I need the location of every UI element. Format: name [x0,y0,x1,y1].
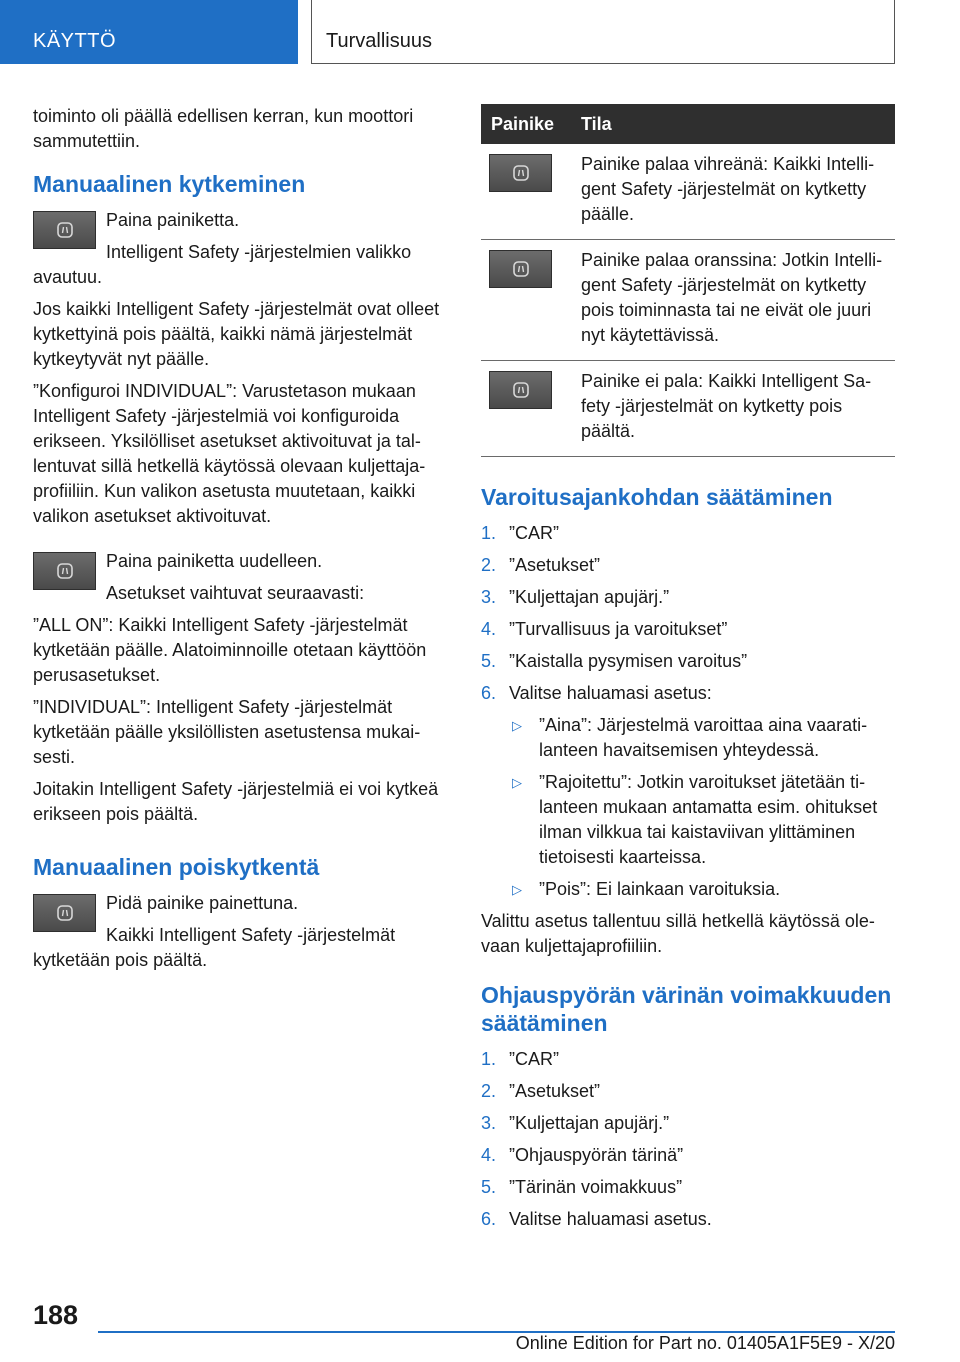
warning-timing-heading: Varoitusajankohdan säätäminen [481,484,833,510]
step-text: Valitse haluamasi asetus: [509,683,712,703]
step-text: ”Kaistalla pysymisen varoitus” [509,651,748,671]
right-column [481,104,895,1239]
table-header-state: Tila [571,104,895,144]
step-text: ”Tärinän voimakkuus” [509,1177,683,1197]
step-text: ”Asetukset” [509,1081,601,1101]
manual-on-step1-result: Intelligent Safety -järjestelmien valikko avautuu. [33,242,412,287]
option-text: ”Pois”: Ei lainkaan varoituksia. [539,879,781,899]
intro-text: toiminto oli päällä edellisen kerran, kun moottori sammutettiin. [33,106,414,151]
triangle-bullet-icon: ▷ [512,775,522,790]
warning-timing-steps [481,521,895,706]
page-number: 188 [33,1300,79,1330]
list-item [481,1207,895,1232]
list-item [481,681,895,706]
intelligent-safety-button-icon [489,250,552,288]
manual-on-step1 [33,208,447,297]
table-cell-state: Painike palaa vihreänä: Kaikki Intelligent Safety -järjestelmät on kytketty päälle. [571,144,895,240]
warning-timing-note: Valittu asetus tallentuu sillä hetkellä käytössä olevaan kuljettajaprofiiliin. [481,911,875,956]
table-row [481,361,895,457]
header-section-tab: KÄYTTÖ [0,0,298,64]
step-number: 4. [481,1145,497,1165]
step-number: 5. [481,651,497,671]
left-column [33,104,447,980]
step-number: 3. [481,587,497,607]
manual-on-heading: Manuaalinen kytkeminen [33,171,306,197]
triangle-bullet-icon: ▷ [512,718,522,733]
list-item [481,1111,895,1136]
manual-off-heading: Manuaalinen poiskytkentä [33,854,320,880]
step-text: ”Kuljettajan apujärj.” [509,587,670,607]
manual-off-step1 [33,891,447,980]
individual-paragraph: ”INDIVIDUAL”: Intelligent Safety -järjestelmät kytketään päälle yksilöllisten asetustensa mukaisesti. [33,697,421,767]
button-state-table [481,104,895,457]
footer-edition: Online Edition for Part no. 01405A1F5E9 - X/20 [515,1333,895,1353]
step-number: 1. [481,1049,497,1069]
table-cell-icon [481,361,571,457]
table-row [481,144,895,240]
manual-off-step1-result: Kaikki Intelligent Safety -järjestelmät kytketään pois päältä. [33,925,396,970]
table-row [481,240,895,361]
option-text: ”Rajoitettu”: Jotkin varoitukset jätetään tilanteen mukaan antamatta esim. ohitukset ilman vilkkua tai kaistaviivan ylittäminen tietoisesti kaarteissa. [539,772,878,867]
list-item [509,713,895,763]
step-number: 6. [481,683,497,703]
warning-timing-options [481,713,895,902]
step-text: ”CAR” [509,1049,559,1069]
step-text: ”Ohjauspyörän tärinä” [509,1145,684,1165]
manual-on-step2-result: Asetukset vaihtuvat seuraavasti: [106,583,365,603]
table-cell-icon [481,240,571,361]
step-number: 6. [481,1209,497,1229]
step-text: ”Kuljettajan apujärj.” [509,1113,670,1133]
all-on-paragraph: ”ALL ON”: Kaikki Intelligent Safety -järjestelmät kytketään päälle. Alatoiminnoille otetaan käyttöön perusasetukset. [33,615,427,685]
manual-on-step2 [33,549,447,613]
intelligent-safety-button-icon [33,894,96,932]
list-item [481,521,895,546]
list-item [481,1143,895,1168]
intelligent-safety-button-icon [489,154,552,192]
step-number: 2. [481,1081,497,1101]
option-text: ”Aina”: Järjestelmä varoittaa aina vaaratilanteen havaitsemisen yhteydessä. [539,715,868,760]
step-number: 4. [481,619,497,639]
step-text: ”Turvallisuus ja varoitukset” [509,619,728,639]
list-item [481,1175,895,1200]
header-chapter-tab: Turvallisuus [311,0,895,64]
table-header-button: Painike [481,104,571,144]
list-item [481,553,895,578]
intelligent-safety-button-icon [33,552,96,590]
step-number: 5. [481,1177,497,1197]
manual-on-paragraph-2: ”Konfiguroi INDIVIDUAL”: Varustetason mukaan Intelligent Safety -järjestelmiä voi konfiguroida erikseen. Yksilölliset asetukset aktivoituvat ja tallentuvat sillä hetkellä käytössä olevaan kuljettajaprofiiliin. Kun valikon asetusta muutetaan, kaikki valikon asetukset aktivoituvat. [33,381,426,526]
list-item [509,770,895,870]
manual-on-step2-text: Paina painiketta uudelleen. [106,551,323,571]
list-item [481,585,895,610]
list-item [481,1047,895,1072]
step-text: ”Asetukset” [509,555,601,575]
list-item [481,649,895,674]
table-cell-icon [481,144,571,240]
step-text: ”CAR” [509,523,559,543]
table-cell-state: Painike palaa oranssina: Jotkin Intelligent Safety -järjestelmät on kytketty pois toiminnasta tai ne eivät ole juuri nyt käytettävissä. [571,240,895,361]
manual-on-paragraph-1: Jos kaikki Intelligent Safety -järjestelmät ovat olleet kytkettyinä pois päältä, kaikki nämä järjestelmät kytkeytyvät nyt päälle. [33,299,440,369]
list-item [481,1079,895,1104]
table-header-row [481,104,895,144]
table-cell-state: Painike ei pala: Kaikki Intelligent Safety -järjestelmät on kytketty pois päältä. [571,361,895,457]
manual-on-step1-text: Paina painiketta. [106,210,240,230]
intelligent-safety-button-icon [489,371,552,409]
list-item [481,617,895,642]
triangle-bullet-icon: ▷ [512,882,522,897]
step-number: 1. [481,523,497,543]
wheel-vibration-heading: Ohjauspyörän värinän voimakkuuden säätäminen [481,982,892,1036]
wheel-vibration-steps [481,1047,895,1232]
intelligent-safety-button-icon [33,211,96,249]
step-text: Valitse haluamasi asetus. [509,1209,712,1229]
step-number: 2. [481,555,497,575]
step-number: 3. [481,1113,497,1133]
manual-off-step1-text: Pidä painike painettuna. [106,893,299,913]
cannot-disable-paragraph: Joitakin Intelligent Safety -järjestelmiä ei voi kytkeä erikseen pois päältä. [33,779,439,824]
list-item [509,877,895,902]
